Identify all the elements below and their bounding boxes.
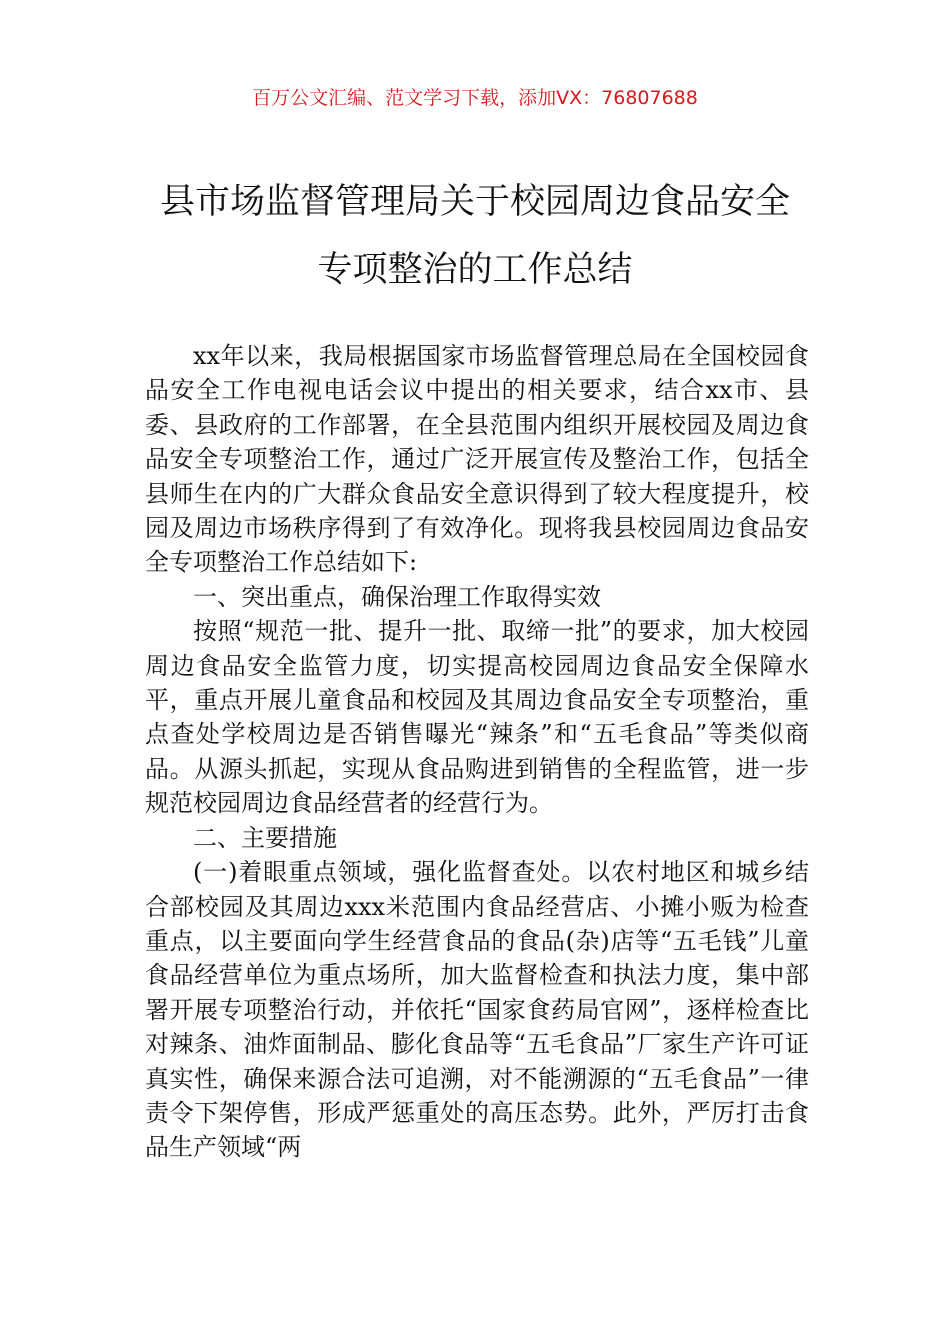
document-title-line-1: 县市场监督管理局关于校园周边食品安全	[159, 182, 790, 222]
section-heading-1: 一、突出重点，确保治理工作取得实效	[193, 582, 601, 611]
section-heading-2: 二、主要措施	[193, 823, 337, 852]
paragraph-intro: xx年以来，我局根据国家市场监督管理总局在全国校园食品安全工作电视电话会议中提出的相关要求，结合xx市、县委、县政府的工作部署，在全县范围内组织开展校园及周边食品安全专项整治工作，通过广泛开展宣传及整治工作，包括全县师生在内的广大群众食品安全意识得到了较大程度提升，校园及周边市场秩序得到了有效净化。现将我县校园周边食品安全专项整治工作总结如下:	[145, 342, 809, 577]
paragraph-section-1: 按照“规范一批、提升一批、取缔一批”的要求，加大校园周边食品安全监管力度，切实提高校园周边食品安全保障水平，重点开展儿童食品和校园及其周边食品安全专项整治，重点查处学校周边是否销售曝光“辣条”和“五毛食品”等类似商品。从源头抓起，实现从食品购进到销售的全程监管，进一步规范校园周边食品经营者的经营行为。	[145, 617, 809, 818]
watermark-text: 百万公文汇编、范文学习下载，添加VX：76807688	[252, 87, 698, 109]
document-body	[145, 339, 809, 1165]
paragraph-measures-1: (一)着眼重点领域，强化监督查处。以农村地区和城乡结合部校园及其周边xxx米范围内食品经营店、小摊小贩为检查重点，以主要面向学生经营食品的食品(杂)店等“五毛钱”儿童食品经营单位为重点场所，加大监督检查和执法力度，集中部署开展专项整治行动，并依托“国家食药局官网”，逐样检查比对辣条、油炸面制品、膨化食品等“五毛食品”厂家生产许可证真实性，确保来源合法可追溯，对不能溯源的“五毛食品”一律责令下架停售，形成严惩重处的高压态势。此外，严厉打击食品生产领域“两	[145, 858, 809, 1162]
document-title-line-2: 专项整治的工作总结	[317, 250, 633, 290]
